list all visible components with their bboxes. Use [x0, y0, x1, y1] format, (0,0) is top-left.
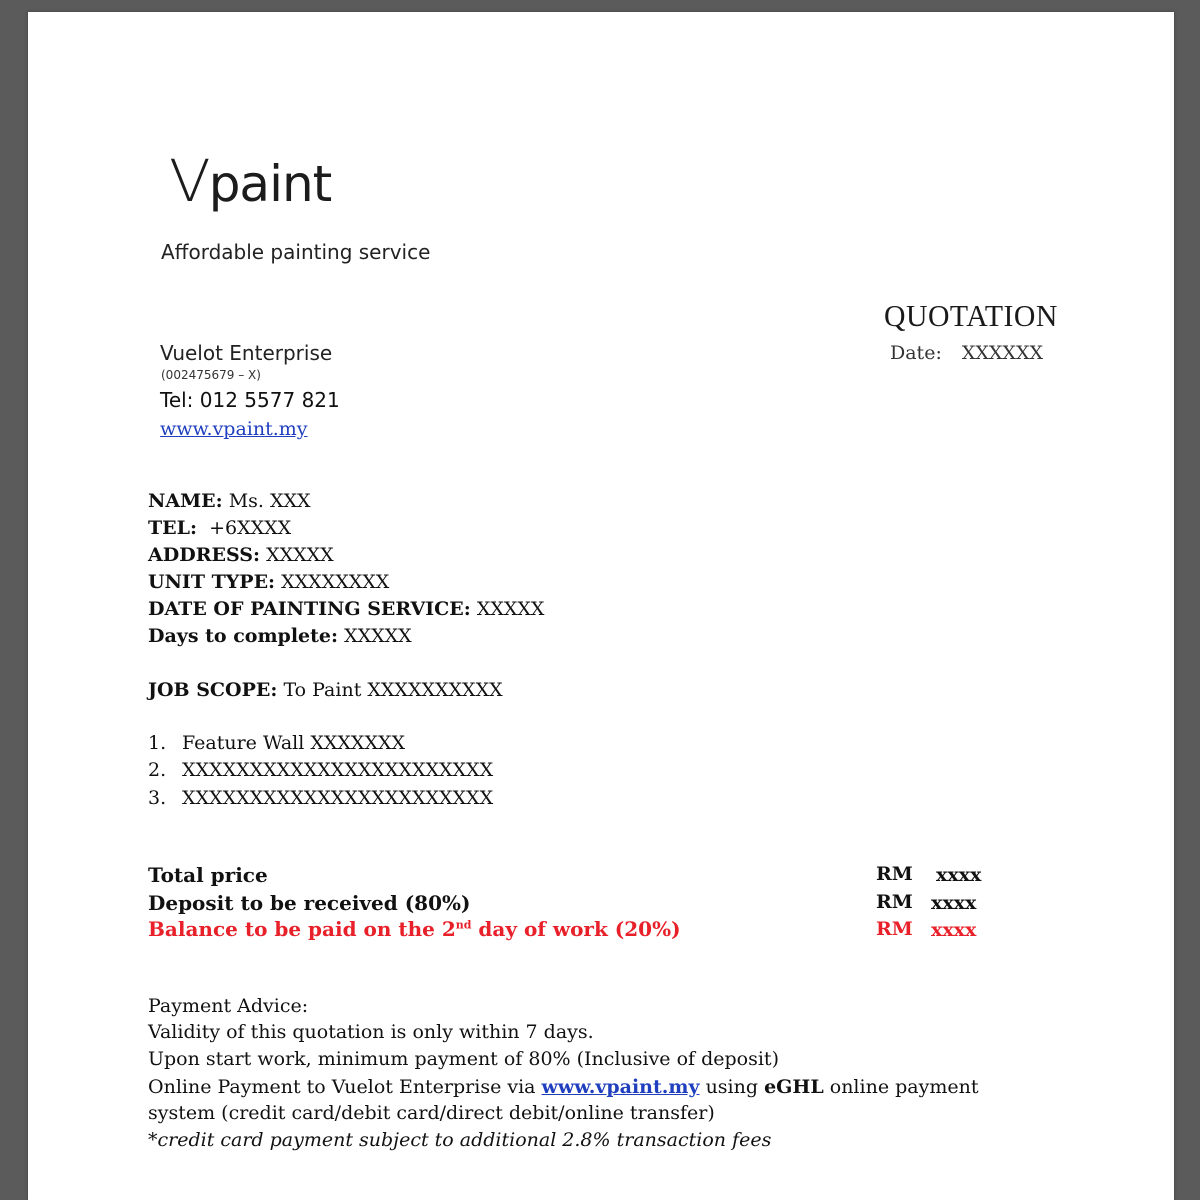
document-title: QUOTATION: [884, 298, 1058, 333]
total-price-label: Total price: [148, 863, 268, 887]
date-label: Date:: [890, 342, 942, 364]
unit-type-value: XXXXXXXX: [281, 571, 390, 593]
online-payment-suffix: online payment: [823, 1076, 979, 1098]
list-item-text: Feature Wall XXXXXXX: [182, 732, 406, 754]
company-website-link[interactable]: www.vpaint.my: [160, 418, 308, 440]
balance-label: [148, 917, 681, 941]
payment-advice-heading: Payment Advice:: [148, 995, 309, 1017]
customer-name: [148, 490, 311, 512]
payment-advice-line: Upon start work, minimum payment of 80% (Inclusive of deposit): [148, 1048, 779, 1070]
balance-label-rest: day of work (20%): [471, 917, 681, 941]
balance-currency: RM: [876, 918, 913, 940]
deposit-currency: RM: [876, 891, 913, 913]
payment-advice-line: system (credit card/debit card/direct debit/online transfer): [148, 1102, 715, 1124]
company-name: Vuelot Enterprise: [160, 341, 333, 365]
credit-card-fee-note: *credit card payment subject to additional 2.8% transaction fees: [148, 1129, 772, 1151]
payment-website-link[interactable]: www.vpaint.my: [541, 1076, 700, 1098]
customer-address-label: ADDRESS:: [148, 544, 261, 566]
list-item-text: XXXXXXXXXXXXXXXXXXXXXXX: [182, 787, 494, 809]
list-item: [148, 787, 493, 809]
quotation-date: [890, 342, 1043, 364]
quotation-page: [28, 12, 1174, 1200]
list-item: [148, 759, 493, 781]
date-value: XXXXXX: [961, 342, 1044, 364]
list-item-number: 1.: [148, 732, 167, 754]
customer-tel-value: +6XXXX: [209, 517, 292, 539]
customer-address: [148, 544, 334, 566]
total-price-currency: RM: [876, 863, 913, 885]
list-item-text: XXXXXXXXXXXXXXXXXXXXXXX: [182, 759, 494, 781]
job-scope-value: To Paint XXXXXXXXXX: [283, 679, 503, 701]
online-payment-using: using: [699, 1076, 765, 1098]
payment-advice-line: Validity of this quotation is only within 7 days.: [148, 1021, 594, 1043]
online-payment-text: Online Payment to Vuelot Enterprise via: [148, 1076, 542, 1098]
tagline: Affordable painting service: [161, 240, 431, 264]
customer-name-value: Ms. XXX: [228, 490, 311, 512]
egHL-text: eGHL: [764, 1076, 824, 1098]
days-to-complete-label: Days to complete:: [148, 625, 339, 647]
days-to-complete-value: XXXXX: [344, 625, 412, 647]
balance-value: xxxx: [931, 919, 977, 941]
company-reg-no: (002475679 – X): [161, 368, 261, 382]
deposit-value: xxxx: [931, 892, 977, 914]
customer-tel-label: TEL:: [148, 517, 197, 539]
customer-tel: [148, 517, 291, 539]
service-date: [148, 598, 544, 620]
balance-label-ordinal: nd: [455, 918, 472, 932]
unit-type: [148, 571, 389, 593]
list-item-number: 3.: [148, 787, 167, 809]
customer-name-label: NAME:: [148, 490, 223, 512]
logo-v-mark: V: [169, 147, 210, 215]
unit-type-label: UNIT TYPE:: [148, 571, 276, 593]
service-date-value: XXXXX: [476, 598, 545, 620]
logo-wordmark: paint: [208, 155, 332, 213]
company-tel: Tel: 012 5577 821: [160, 388, 340, 412]
balance-label-main: Balance to be paid on the 2: [148, 917, 456, 941]
payment-advice-online: [148, 1076, 978, 1098]
customer-address-value: XXXXX: [266, 544, 334, 566]
vpaint-logo: [169, 147, 332, 215]
service-date-label: DATE OF PAINTING SERVICE:: [148, 598, 471, 620]
list-item: [148, 732, 405, 754]
days-to-complete: [148, 625, 412, 647]
job-scope: [148, 679, 503, 701]
job-scope-label: JOB SCOPE:: [148, 679, 278, 701]
total-price-value: xxxx: [936, 864, 982, 886]
deposit-label: Deposit to be received (80%): [148, 891, 471, 915]
list-item-number: 2.: [148, 759, 167, 781]
